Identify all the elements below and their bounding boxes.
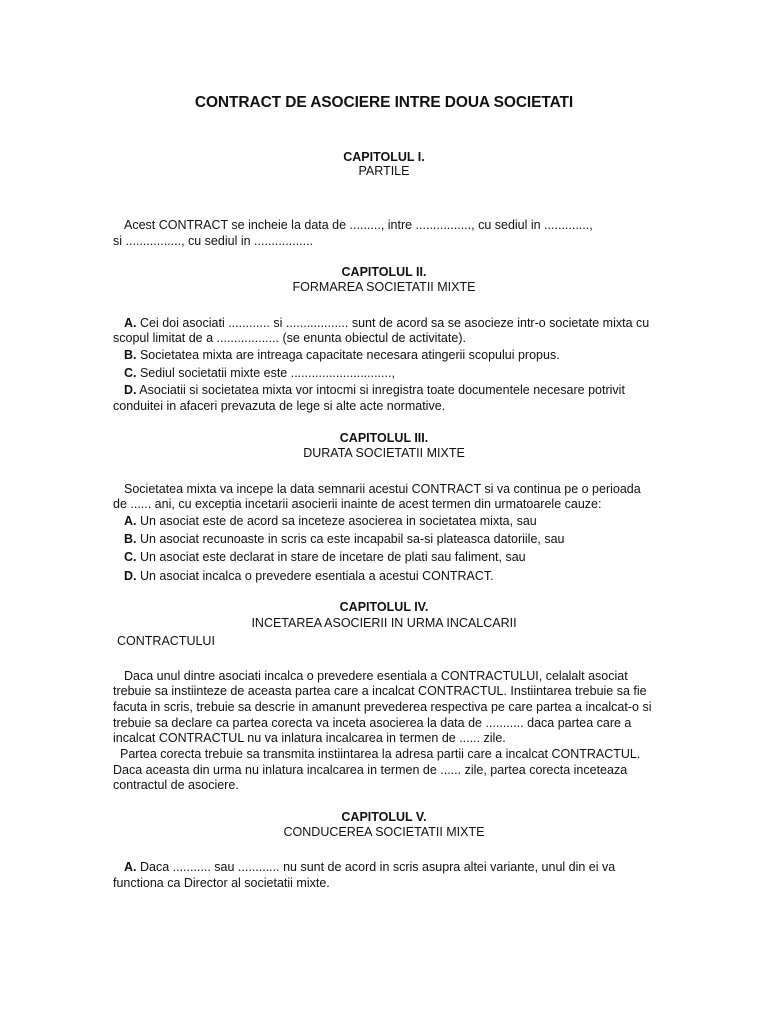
chapter-2-item-cont: conduitei in afaceri prevazuta de lege si alte acte normative.: [113, 399, 446, 413]
chapter-5-subtitle: CONDUCEREA SOCIETATII MIXTE: [283, 825, 485, 839]
chapter-4-line: trebuie sa instiinteze de aceasta partea care a incalcat CONTRACTUL. Instiintarea trebuie sa fie: [113, 684, 647, 698]
chapter-5-item: A. Daca ........... sau ............ nu sunt de acord in scris asupra altei variante, unul din ei va: [124, 860, 616, 874]
chapter-2-item: C. Sediul societatii mixte este .............................,: [124, 366, 395, 380]
chapter-3-item: A. Un asociat este de acord sa inceteze asocierea in societatea mixta, sau: [124, 514, 537, 528]
chapter-3-intro: de ...... ani, cu exceptia incetarii asocierii inainte de acest termen din urmatoarele cauze:: [113, 497, 602, 511]
chapter-3-item: B. Un asociat recunoaste in scris ca este incapabil sa-si plateasca datoriile, sau: [124, 532, 565, 546]
chapter-4-line: trebuie sa declare ca partea corecta va inceta asocierea la data de ........... daca partea care a: [113, 716, 632, 730]
chapter-1-label: CAPITOLUL I.: [343, 150, 425, 164]
chapter-4-line: incalcat CONTRACTUL nu va inlatura incalcarea in termen de ...... zile.: [113, 731, 506, 745]
chapter-1-line: Acest CONTRACT se incheie la data de ........., intre ................, cu sediul in .............,: [124, 218, 593, 232]
chapter-5-item-cont: functiona ca Director al societatii mixte.: [113, 876, 330, 890]
chapter-3-subtitle: DURATA SOCIETATII MIXTE: [303, 446, 465, 460]
chapter-2-subtitle: FORMAREA SOCIETATII MIXTE: [292, 280, 476, 294]
chapter-2-item-cont: scopul limitat de a .................. (se enunta obiectul de activitate).: [113, 331, 466, 345]
chapter-3-intro: Societatea mixta va incepe la data semnarii acestui CONTRACT si va continua pe o perioada: [124, 482, 641, 496]
document-title: CONTRACT DE ASOCIERE INTRE DOUA SOCIETATI: [194, 94, 574, 111]
chapter-3-item: C. Un asociat este declarat in stare de incetare de plati sau faliment, sau: [124, 550, 526, 564]
chapter-1-line: si ................, cu sediul in .................: [113, 234, 314, 248]
chapter-4-subtitle-cont: CONTRACTULUI: [117, 634, 215, 648]
chapter-4-line: Daca unul dintre asociati incalca o prevedere esentiala a CONTRACTULUI, celalalt asociat: [124, 669, 628, 683]
chapter-1-subtitle: PARTILE: [358, 164, 410, 178]
chapter-3-label: CAPITOLUL III.: [339, 431, 429, 445]
chapter-2-item: A. Cei doi asociati ............ si .................. sunt de acord sa se asocieze intr-o societate mixta cu: [124, 316, 650, 330]
chapter-2-item: B. Societatea mixta are intreaga capacitate necesara atingerii scopului propus.: [124, 348, 560, 362]
chapter-2-item: D. Asociatii si societatea mixta vor intocmi si inregistra toate documentele necesare potrivit: [124, 383, 625, 397]
chapter-4-line: facuta in scris, trebuie sa descrie in amanunt prevederea respectiva pe care partea a incalcat-o si: [113, 700, 652, 714]
chapter-4-subtitle: INCETAREA ASOCIERII IN URMA INCALCARII: [251, 616, 517, 630]
chapter-4-line: Daca aceasta din urma nu inlatura incalcarea in termen de ...... zile, partea corecta inceteaza: [113, 763, 628, 777]
chapter-4-line: Partea corecta trebuie sa transmita instiintarea la adresa partii care a incalcat CONTRACTUL.: [120, 747, 641, 761]
chapter-3-item: D. Un asociat incalca o prevedere esentiala a acestui CONTRACT.: [124, 569, 494, 583]
chapter-5-label: CAPITOLUL V.: [341, 810, 427, 824]
chapter-2-label: CAPITOLUL II.: [341, 265, 427, 279]
chapter-4-line: contractul de asociere.: [113, 778, 239, 792]
chapter-4-label: CAPITOLUL IV.: [339, 600, 429, 614]
